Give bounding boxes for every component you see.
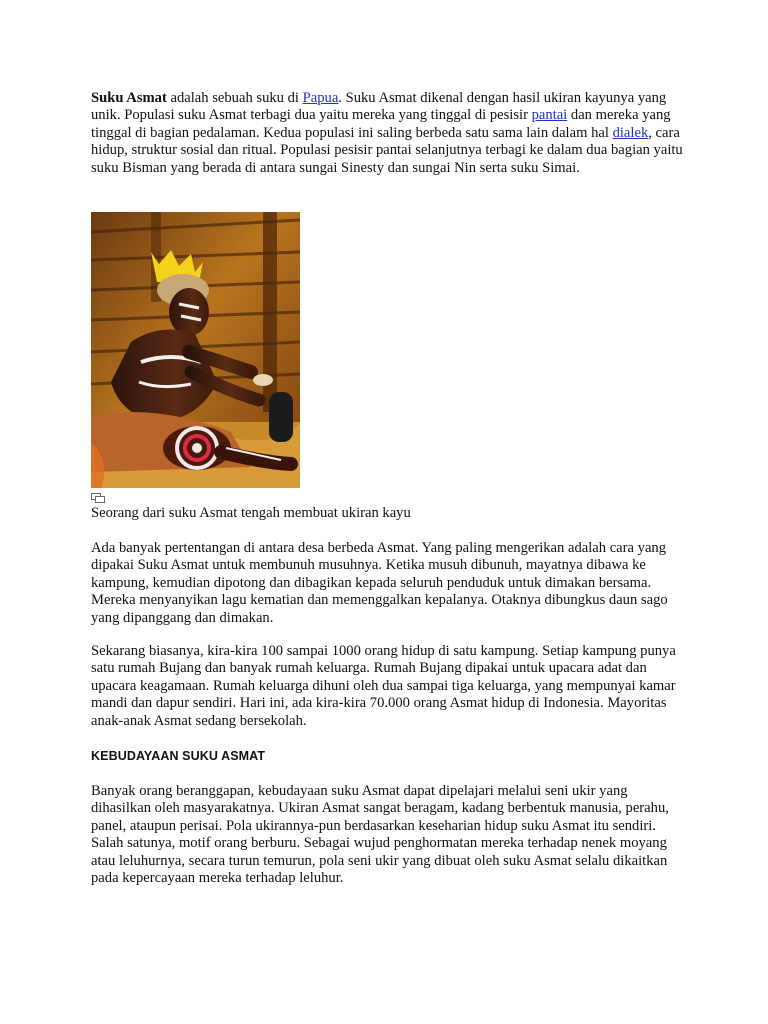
image-link-icon[interactable] <box>91 493 105 503</box>
paragraph-intro <box>91 90 691 177</box>
paragraph-conflict: Ada banyak pertentangan di antara desa berbeda Asmat. Yang paling mengerikan adalah cara yang dipakai Suku Asmat untuk membunuh musuhnya. Ketika musuh dibunuh, mayatnya dibawa ke kampung, kemudian dipotong dan dibagikan kepada seluruh penduduk untuk dimakan bersama. Mereka menyanyikan lagu kematian dan memenggalkan kepalanya. Otaknya dibungkus daun sago yang dipanggang dan dimakan. <box>91 540 668 626</box>
link-dialek[interactable]: dialek <box>612 124 649 141</box>
link-pantai[interactable]: pantai <box>531 107 568 124</box>
link-papua[interactable]: Papua <box>302 90 339 106</box>
paragraph-culture: Banyak orang beranggapan, kebudayaan suku Asmat dapat dipelajari melalui seni ukir yang dihasilkan oleh masyarakatnya. Ukiran Asmat sangat beragam, kadang berbentuk manusia, perahu, panel, ataupun perisai. Pola ukirannya-pun berdasarkan keseharian hidup suku Asmat itu sendiri. Salah satunya, motif orang berburu. Sebagai wujud penghormatan mereka terhadap nenek moyang atau leluhurnya, secara turun temurun, pola seni ukir yang dibuat oleh suku Asmat selalu dikaitkan pada kepercayaan mereka terhadap leluhur. <box>91 783 669 887</box>
text-run: . Suku Asmat dikenal dengan hasil ukiran kayunya yang unik. Populasi suku Asmat terbagi dua yaitu mereka yang tinggal di pesisir <box>91 90 667 124</box>
asmat-carver-photo <box>91 212 300 488</box>
term-suku-asmat: Suku Asmat <box>91 90 167 106</box>
paragraph-village: Sekarang biasanya, kira-kira 100 sampai 1000 orang hidup di satu kampung. Setiap kampung punya satu rumah Bujang dan banyak rumah keluarga. Rumah Bujang dipakai untuk upacara adat dan upacara keagamaan. Rumah keluarga dihuni oleh dua sampai tiga keluarga, yang mempunyai kamar mandi dan dapur sendiri. Hari ini, ada kira-kira 70.000 orang Asmat hidup di Indonesia. Mayoritas anak-anak Asmat sedang bersekolah. <box>91 643 676 729</box>
photo-caption: Seorang dari suku Asmat tengah membuat ukiran kayu <box>91 505 411 521</box>
text-run: , cara hidup, struktur sosial dan ritual. Populasi pesisir pantai selanjutnya terbagi ke dalam dua bagian yaitu suku Bisman yang berada di antara sungai Sinesty dan sungai Nin serta suku Simai. <box>91 124 683 176</box>
text-run: dan mereka yang tinggal di bagian pedalaman. Kedua populasi ini saling berbeda satu sama lain dalam hal <box>91 107 671 141</box>
text-run: adalah sebuah suku di <box>166 90 303 106</box>
section-heading: KEBUDAYAAN SUKU ASMAT <box>91 749 266 763</box>
